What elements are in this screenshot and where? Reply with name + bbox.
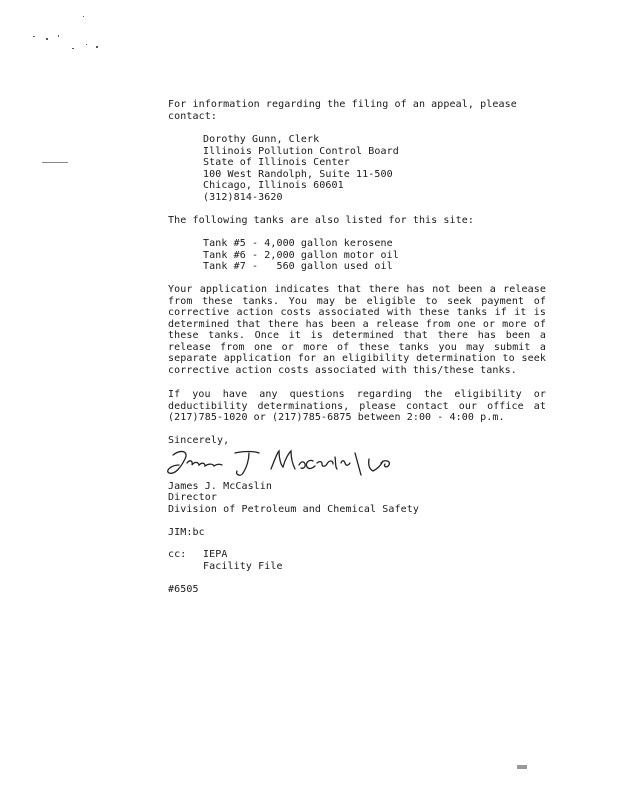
- paragraph-line: separate application for an eligibility determination to seek: [168, 353, 546, 364]
- tanks-intro: The following tanks are also listed for this site:: [168, 215, 475, 226]
- scan-speck: [46, 38, 48, 40]
- scan-mark: [42, 162, 68, 163]
- document-number: #6505: [168, 584, 199, 595]
- scan-speck: [83, 16, 84, 17]
- paragraph-line: determined that there has been a release from one or more of: [168, 318, 546, 330]
- paragraph-line: corrective action costs associated with this/these tanks.: [168, 364, 517, 376]
- cc-item: IEPA: [203, 549, 228, 560]
- scan-speck: [86, 44, 87, 45]
- signer-division: Division of Petroleum and Chemical Safety: [168, 504, 419, 515]
- tank-item: Tank #5 - 4,000 gallon kerosene: [203, 238, 393, 249]
- typist-initials: JIM:bc: [168, 527, 205, 538]
- contact-city: Chicago, Illinois 60601: [203, 180, 344, 191]
- eligibility-paragraph: [168, 284, 546, 376]
- paragraph-line: from these tanks. You may be eligible to seek payment of: [168, 295, 546, 307]
- scan-speck: [96, 46, 98, 48]
- scan-speck: [72, 48, 74, 49]
- closing: Sincerely,: [168, 435, 230, 446]
- handwritten-signature: [163, 445, 403, 481]
- questions-paragraph: [168, 389, 546, 424]
- scan-speck: [33, 36, 35, 37]
- cc-item: Facility File: [203, 561, 283, 572]
- paragraph-line: If you have any questions regarding the eligibility or: [168, 389, 546, 400]
- appeal-line-1: For information regarding the filing of an appeal, please: [168, 99, 517, 110]
- contact-phone: (312)814-3620: [203, 192, 283, 203]
- paragraph-line: these tanks. Once it is determined that there has been a: [168, 330, 546, 341]
- contact-building: State of Illinois Center: [203, 157, 350, 168]
- contact-name: Dorothy Gunn, Clerk: [203, 134, 320, 145]
- appeal-line-2: contact:: [168, 111, 217, 122]
- contact-street: 100 West Randolph, Suite 11-500: [203, 169, 393, 180]
- paragraph-line: release from one or more of these tanks you may submit a: [168, 341, 546, 353]
- tank-item: Tank #6 - 2,000 gallon motor oil: [203, 250, 399, 261]
- tank-item: Tank #7 - 560 gallon used oil: [203, 261, 393, 272]
- paragraph-line: corrective action costs associated with these tanks if it is: [168, 307, 546, 318]
- paragraph-line: deductibility determinations, please contact our office at: [168, 400, 546, 412]
- paragraph-line: Your application indicates that there has not been a release: [168, 284, 546, 295]
- signer-name: James J. McCaslin: [168, 481, 273, 492]
- signer-title: Director: [168, 492, 217, 503]
- scan-speck: [58, 35, 59, 37]
- paragraph-line: (217)785-1020 or (217)785-6875 between 2:00 - 4:00 p.m.: [168, 412, 505, 423]
- cc-label: cc:: [168, 549, 187, 560]
- scan-mark: [517, 765, 527, 769]
- contact-org: Illinois Pollution Control Board: [203, 146, 399, 157]
